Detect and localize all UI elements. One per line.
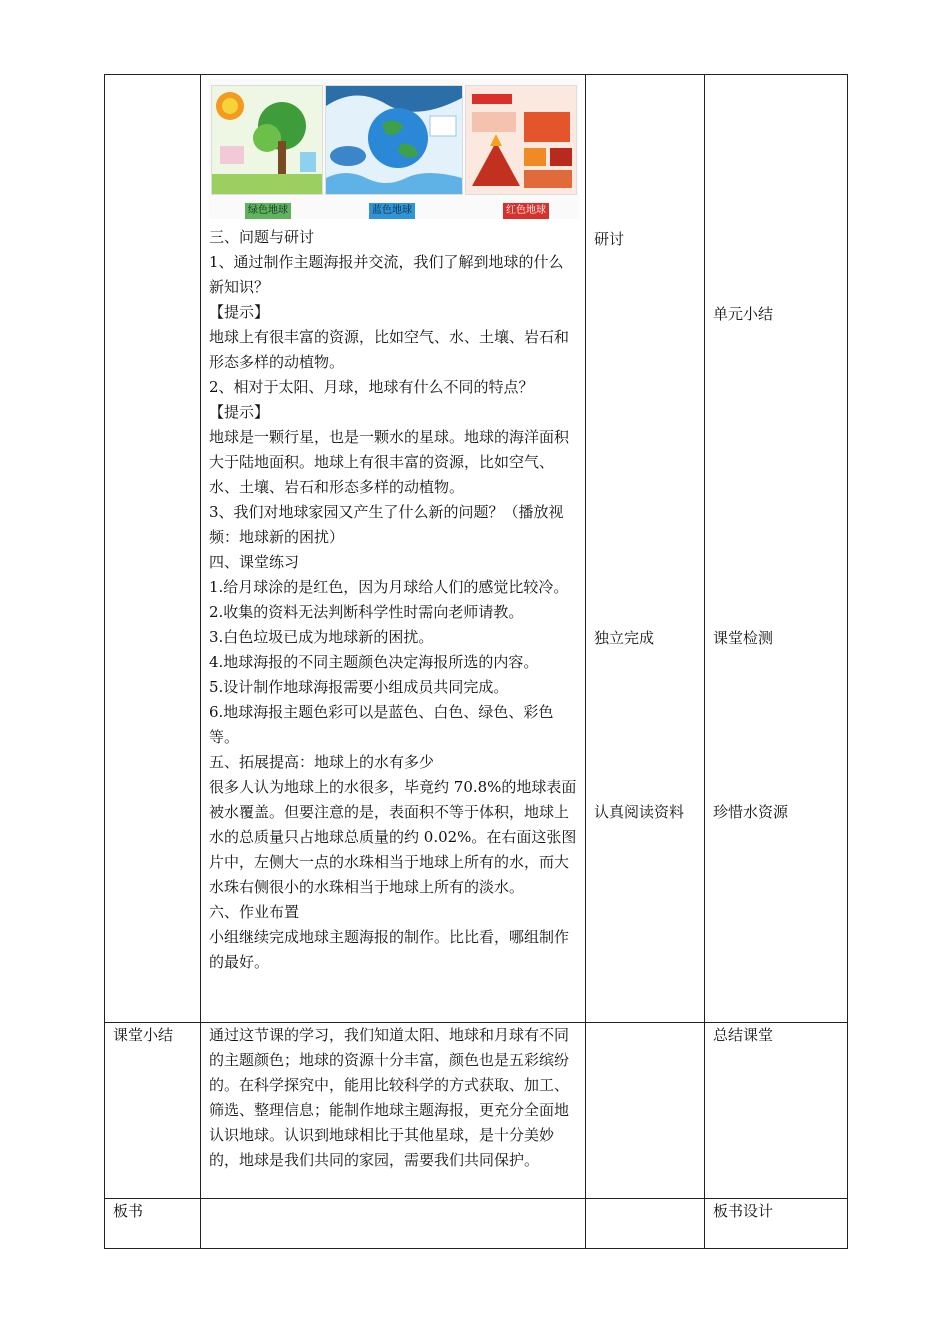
summary-activity-cell bbox=[586, 1023, 705, 1199]
content-line: 5.设计制作地球海报需要小组成员共同完成。 bbox=[209, 678, 509, 696]
lesson-plan-table bbox=[104, 74, 848, 1249]
content-line: 四、课堂练习 bbox=[209, 553, 300, 571]
content-line: 3、我们对地球家园又产生了什么新的问题？（播放视频：地球新的困扰） bbox=[209, 503, 564, 546]
board-label-cell bbox=[105, 1199, 201, 1249]
content-line: 【提示】 bbox=[209, 403, 270, 421]
purpose-unit-summary: 单元小结 bbox=[713, 305, 774, 323]
blue-earth-label: 蓝色地球 bbox=[369, 203, 415, 219]
summary-label-cell bbox=[105, 1023, 201, 1199]
purpose-save-water: 珍惜水资源 bbox=[713, 803, 789, 821]
content-line: 六、作业布置 bbox=[209, 903, 300, 921]
content-line: 2.收集的资料无法判断科学性时需向老师请教。 bbox=[209, 603, 524, 621]
board-content-cell bbox=[201, 1199, 586, 1249]
main-row-purpose-cell bbox=[705, 75, 848, 1023]
main-row-content-cell bbox=[201, 75, 586, 1023]
board-label: 板书 bbox=[113, 1202, 144, 1220]
summary-content: 通过这节课的学习，我们知道太阳、地球和月球有不同的主题颜色；地球的资源十分丰富，颜色也是五彩缤纷的。在科学探究中，能用比较科学的方式获取、加工、筛选、整理信息；能制作地球主题海报，更充分全面地认识地球。认识到地球相比于其他星球，是十分美妙的，地球是我们共同的家园，需要我们共同保护。 bbox=[209, 1026, 570, 1169]
content-line: 1.给月球涂的是红色，因为月球给人们的感觉比较冷。 bbox=[209, 578, 569, 596]
content-line: 6.地球海报主题色彩可以是蓝色、白色、绿色、彩色等。 bbox=[209, 703, 554, 746]
content-line: 小组继续完成地球主题海报的制作。比比看，哪组制作的最好。 bbox=[209, 928, 570, 971]
purpose-class-check: 课堂检测 bbox=[713, 629, 774, 647]
summary-purpose: 总结课堂 bbox=[713, 1026, 774, 1044]
main-row bbox=[105, 75, 848, 1023]
green-earth-poster-image bbox=[211, 85, 323, 195]
red-earth-label: 红色地球 bbox=[503, 203, 549, 219]
blue-earth-poster-image bbox=[325, 85, 463, 195]
activity-discuss: 研讨 bbox=[594, 230, 625, 248]
board-purpose: 板书设计 bbox=[713, 1202, 774, 1220]
board-activity-cell bbox=[586, 1199, 705, 1249]
content-line: 2、相对于太阳、月球，地球有什么不同的特点？ bbox=[209, 378, 534, 396]
content-line: 1、通过制作主题海报并交流，我们了解到地球的什么新知识？ bbox=[209, 253, 564, 296]
summary-content-cell bbox=[201, 1023, 586, 1199]
content-line: 【提示】 bbox=[209, 303, 270, 321]
activity-reading: 认真阅读资料 bbox=[594, 803, 685, 821]
summary-row bbox=[105, 1023, 848, 1199]
content-line: 五、拓展提高：地球上的水有多少 bbox=[209, 753, 435, 771]
red-earth-poster-image bbox=[465, 85, 577, 195]
summary-label: 课堂小结 bbox=[113, 1026, 174, 1044]
content-line: 很多人认为地球上的水很多，毕竟约 70.8%的地球表面被水覆盖。但要注意的是，表面积不等于体积，地球上水的总质量只占地球总质量的约 0.02%。在右面这张图片中，左侧大一点的水珠相当于地球上所有的水，而大水珠右侧很小的水珠相当于地球上所有的淡水。 bbox=[209, 778, 577, 896]
content-line: 地球上有很丰富的资源，比如空气、水、土壤、岩石和形态多样的动植物。 bbox=[209, 328, 570, 371]
board-purpose-cell bbox=[705, 1199, 848, 1249]
green-earth-label: 绿色地球 bbox=[245, 203, 291, 219]
content-line: 地球是一颗行星，也是一颗水的星球。地球的海洋面积大于陆地面积。地球上有很丰富的资源，比如空气、水、土壤、岩石和形态多样的动植物。 bbox=[209, 428, 570, 496]
board-row bbox=[105, 1199, 848, 1249]
main-row-label-cell bbox=[105, 75, 201, 1023]
main-row-activity-cell bbox=[586, 75, 705, 1023]
earth-poster-figure bbox=[209, 79, 579, 219]
summary-purpose-cell bbox=[705, 1023, 848, 1199]
content-line: 3.白色垃圾已成为地球新的困扰。 bbox=[209, 628, 434, 646]
content-line: 4.地球海报的不同主题颜色决定海报所选的内容。 bbox=[209, 653, 539, 671]
content-line: 三、问题与研讨 bbox=[209, 228, 315, 246]
activity-independent: 独立完成 bbox=[594, 629, 655, 647]
